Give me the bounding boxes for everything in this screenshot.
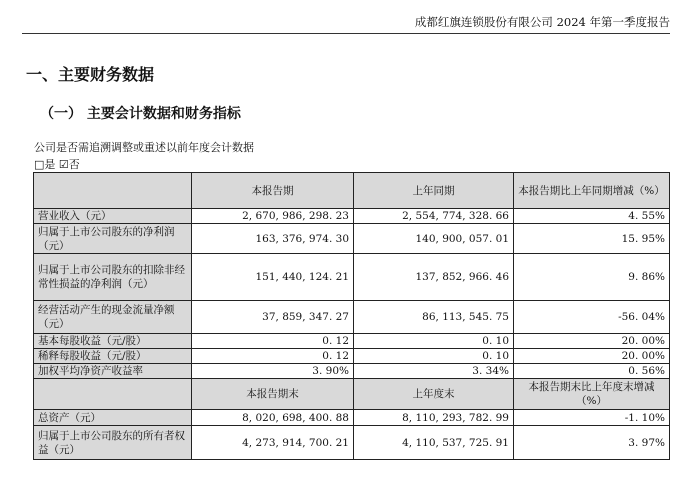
value-cell: 4, 273, 914, 700. 21 bbox=[192, 426, 354, 460]
restatement-options bbox=[34, 156, 80, 172]
value-cell: 140, 900, 057. 01 bbox=[354, 224, 514, 254]
header-cell: 本报告期 bbox=[192, 173, 354, 209]
row-label: 归属于上市公司股东的净利润（元） bbox=[34, 224, 192, 254]
header-cell-blank bbox=[34, 173, 192, 209]
value-cell: 4. 55% bbox=[514, 209, 670, 224]
value-cell: 151, 440, 124. 21 bbox=[192, 254, 354, 301]
header-divider bbox=[22, 33, 670, 34]
value-cell: 4, 110, 537, 725. 91 bbox=[354, 426, 514, 460]
value-cell: 20. 00% bbox=[514, 334, 670, 349]
value-cell: 9. 86% bbox=[514, 254, 670, 301]
financial-table bbox=[33, 172, 670, 460]
value-cell: 15. 95% bbox=[514, 224, 670, 254]
header-cell-blank bbox=[34, 379, 192, 410]
value-cell: 86, 113, 545. 75 bbox=[354, 301, 514, 334]
row-label: 基本每股收益（元/股） bbox=[34, 334, 192, 349]
header-cell: 本报告期末比上年度末增减（%） bbox=[514, 379, 670, 410]
option-yes: □是 bbox=[34, 158, 56, 171]
value-cell: 163, 376, 974. 30 bbox=[192, 224, 354, 254]
value-cell: 8, 020, 698, 400. 88 bbox=[192, 410, 354, 426]
value-cell: 0. 10 bbox=[354, 349, 514, 364]
header-cell: 本报告期比上年同期增减（%） bbox=[514, 173, 670, 209]
value-cell: 8, 110, 293, 782. 99 bbox=[354, 410, 514, 426]
header-cell: 上年同期 bbox=[354, 173, 514, 209]
header-cell: 本报告期末 bbox=[192, 379, 354, 410]
value-cell: 3. 90% bbox=[192, 364, 354, 379]
header-cell: 上年度末 bbox=[354, 379, 514, 410]
table-row bbox=[34, 426, 670, 460]
value-cell: 0. 10 bbox=[354, 334, 514, 349]
table-header-row bbox=[34, 379, 670, 410]
table-row bbox=[34, 254, 670, 301]
row-label: 归属于上市公司股东的扣除非经常性损益的净利润（元） bbox=[34, 254, 192, 301]
table-row bbox=[34, 224, 670, 254]
value-cell: 2, 554, 774, 328. 66 bbox=[354, 209, 514, 224]
section-title: 一、主要财务数据 bbox=[26, 65, 155, 84]
row-label: 加权平均净资产收益率 bbox=[34, 364, 192, 379]
row-label: 总资产（元） bbox=[34, 410, 192, 426]
value-cell: 0. 56% bbox=[514, 364, 670, 379]
value-cell: 0. 12 bbox=[192, 349, 354, 364]
row-label: 营业收入（元） bbox=[34, 209, 192, 224]
row-label: 稀释每股收益（元/股） bbox=[34, 349, 192, 364]
row-label: 经营活动产生的现金流量净额（元） bbox=[34, 301, 192, 334]
table-row bbox=[34, 209, 670, 224]
table-row bbox=[34, 301, 670, 334]
option-no: ☑否 bbox=[58, 158, 80, 171]
value-cell: 3. 34% bbox=[354, 364, 514, 379]
value-cell: 37, 859, 347. 27 bbox=[192, 301, 354, 334]
table-row bbox=[34, 334, 670, 349]
value-cell: -1. 10% bbox=[514, 410, 670, 426]
page-header: 成都红旗连锁股份有限公司 2024 年第一季度报告 bbox=[414, 15, 670, 29]
restatement-note: 公司是否需追溯调整或重述以前年度会计数据 bbox=[34, 141, 254, 154]
subsection-title: （一） 主要会计数据和财务指标 bbox=[40, 106, 241, 122]
table-row bbox=[34, 410, 670, 426]
value-cell: -56. 04% bbox=[514, 301, 670, 334]
value-cell: 137, 852, 966. 46 bbox=[354, 254, 514, 301]
value-cell: 0. 12 bbox=[192, 334, 354, 349]
table-row bbox=[34, 349, 670, 364]
table-header-row bbox=[34, 173, 670, 209]
value-cell: 2, 670, 986, 298. 23 bbox=[192, 209, 354, 224]
value-cell: 3. 97% bbox=[514, 426, 670, 460]
value-cell: 20. 00% bbox=[514, 349, 670, 364]
table-row bbox=[34, 364, 670, 379]
row-label: 归属于上市公司股东的所有者权益（元） bbox=[34, 426, 192, 460]
